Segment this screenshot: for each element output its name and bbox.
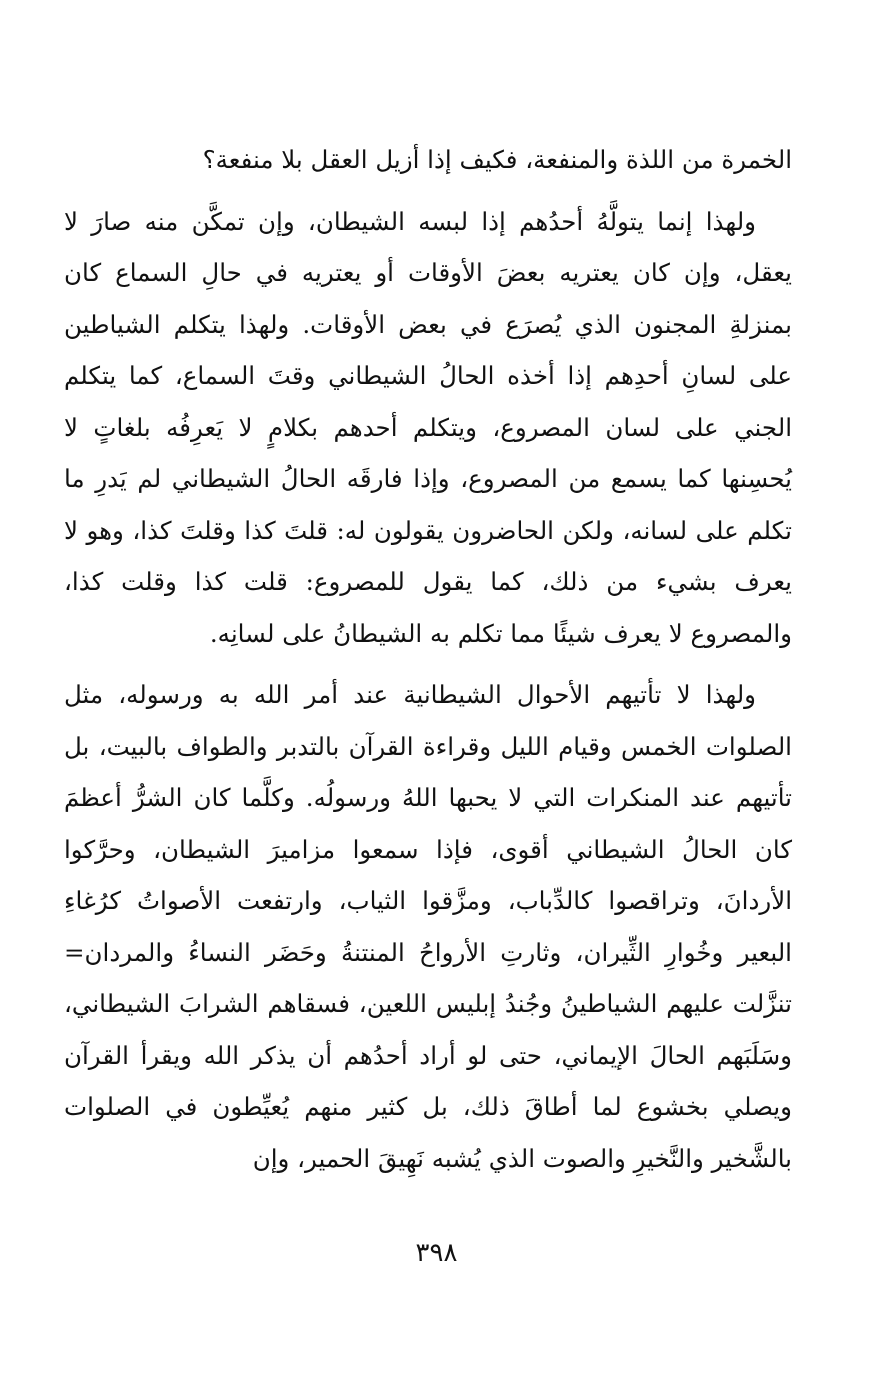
paragraph-continuation: الخمرة من اللذة والمنفعة، فكيف إذا أزيل العقل بلا منفعة؟ bbox=[202, 145, 792, 174]
page-number: ٣٩٨ bbox=[415, 1238, 458, 1268]
paragraph-satanic-states: ولهذا لا تأتيهم الأحوال الشيطانية عند أمر الله به ورسوله، مثل الصلوات الخمس وقيام الليل وقراءة القرآن بالتدبر والطواف بالبيت، بل تأتيهم عند المنكرات التي لا يحبها اللهُ ورسولُه. وكلَّما كان الشرُّ أعظمَ كان الحالُ الشيطاني أقوى، فإذا سمعوا مزاميرَ الشيطان، وحرَّكوا الأردانَ، وتراقصوا كالدِّباب، ومزَّقوا الثياب، وارتفعت الأصواتُ كرُغاءِ البعير وخُوارِ الثِّيران، وثارتِ الأرواحُ المنتنةُ وحَضَر النساءُ والمردان= تنزَّلت عليهم الشياطينُ وجُندُ إبليس اللعين، فسقاهم الشرابَ الشيطاني، وسَلَبَهم الحالَ الإيماني، حتى لو أراد أحدُهم أن يذكر الله ويقرأ القرآن ويصلي بخشوع لما أطاقَ ذلك، بل كثير منهم يُعيِّطون في الصلوات بالشَّخير والنَّخيرِ والصوت الذي يُشبه نَهِيقَ الحمير، وإن bbox=[64, 680, 792, 1173]
page-body bbox=[64, 134, 792, 1184]
paragraph-possession: ولهذا إنما يتولَّهُ أحدُهم إذا لبسه الشيطان، وإن تمكَّن منه صارَ لا يعقل، وإن كان يعتريه بعضَ الأوقات أو يعتريه في حالِ السماع كان بمنزلةِ المجنون الذي يُصرَع في بعض الأوقات. ولهذا يتكلم الشياطين على لسانِ أحدِهم إذا أخذه الحالُ الشيطاني وقتَ السماع، كما يتكلم الجني على لسان المصروع، ويتكلم أحدهم بكلامٍ لا يَعرِفُه بلغاتٍ لا يُحسِنها كما يسمع من المصروع، وإذا فارقَه الحالُ الشيطاني لم يَدرِ ما تكلم على لسانه، ولكن الحاضرون يقولون له: قلتَ كذا وقلتَ كذا، وهو لا يعرف بشيء من ذلك، كما يقول للمصروع: قلت كذا وقلت كذا، والمصروع لا يعرف شيئًا مما تكلم به الشيطانُ على لسانِه. bbox=[64, 206, 792, 648]
